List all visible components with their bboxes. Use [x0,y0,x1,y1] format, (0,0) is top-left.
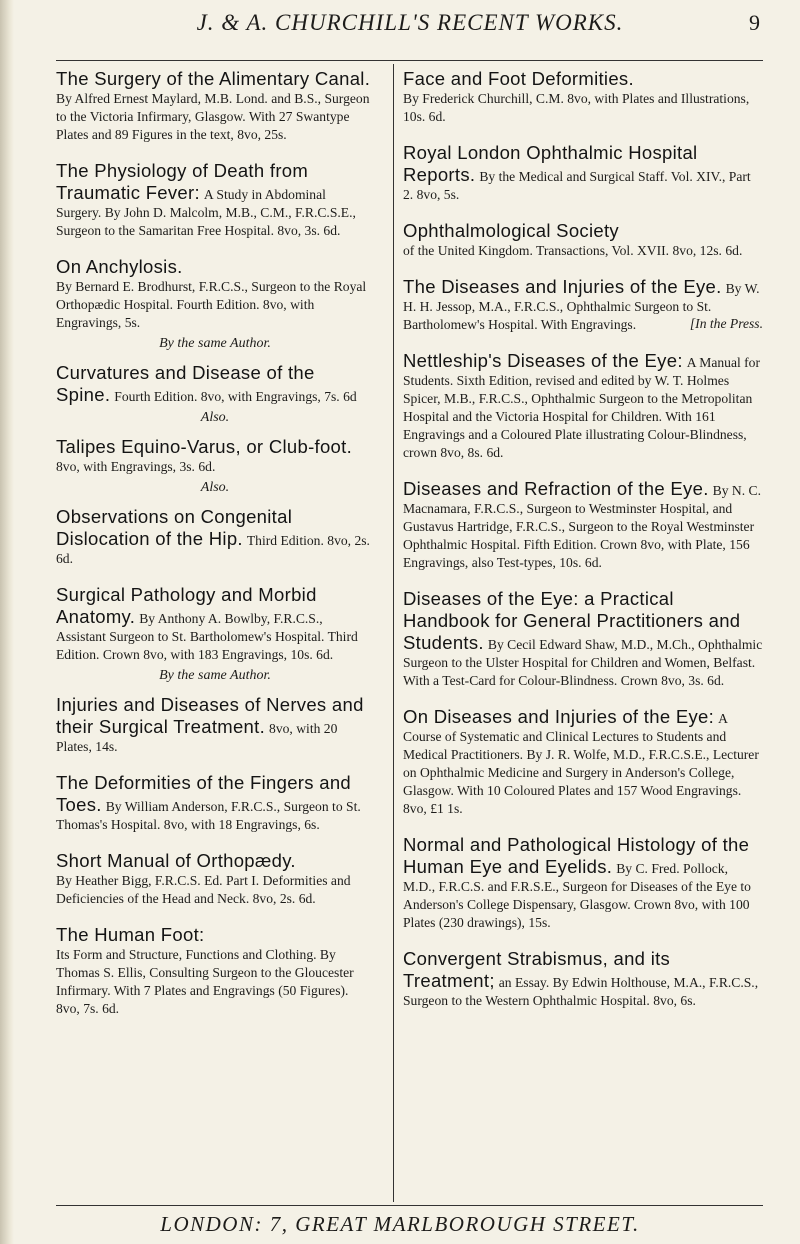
book-description: A Course of Systematic and Clinical Lectures to Students and Medical Practitioners. By J. R. Wolfe, M.D., F.R.C.S.E., Lecturer on Ophthalmic Medicine and Surgery in Anderson's College, Glasgow. With 10 Coloured Plates and 157 Wood Engravings. 8vo, £1 1s. [403,711,759,816]
book-description: By Heather Bigg, F.R.C.S. Ed. Part I. Deformities and Deficiencies of the Head and Neck. 8vo, 2s. 6d. [56,873,351,906]
book-title: On Diseases and Injuries of the Eye: [403,706,715,727]
book-description: By Cecil Edward Shaw, M.D., M.Ch., Ophthalmic Surgeon to the Ulster Hospital for Children and Women, Belfast. With a Test-Card for Colour-Blindness. Crown 8vo, 3s. 6d. [403,637,763,688]
running-header [60,6,760,42]
author-note: Also. [200,410,230,425]
book-entry [56,850,374,908]
author-note: Also. [200,480,230,495]
book-description: By N. C. Macnamara, F.R.C.S., Surgeon to Westminster Hospital, and Gustavus Hartridge, F.R.C.S., Surgeon to the Royal Westminster Ophthalmic Hospital. Fifth Edition. Crown 8vo, with Plate, 156 Engravings, also Test-types, 10s. 6d. [403,483,761,570]
book-title: The Physiology of Death from Traumatic Fever: [56,160,309,203]
book-description: By Bernard E. Brodhurst, F.R.C.S., Surgeon to the Royal Orthopædic Hospital. Fourth Edition. 8vo, with Engravings, 5s. [56,279,367,330]
book-entry [56,160,374,240]
book-title: Royal London Ophthalmic Hospital Reports. [403,142,698,185]
book-title: Nettleship's Diseases of the Eye: [403,350,683,371]
column-divider [393,64,394,1202]
book-title: Convergent Strabismus, and its Treatment; [403,948,671,991]
book-description: of the United Kingdom. Transactions, Vol. XVII. 8vo, 12s. 6d. [403,243,743,258]
book-description: Fourth Edition. 8vo, with Engravings, 7s. 6d [114,389,357,404]
footer-rule [56,1205,763,1206]
right-column [403,68,763,1026]
book-entry [403,68,763,126]
book-description: By W. H. H. Jessop, M.A., F.R.C.S., Ophthalmic Surgeon to St. Bartholomew's Hospital. With Engravings. [403,281,760,332]
book-description: 8vo, with 20 Plates, 14s. [56,721,338,754]
book-entry [403,478,763,572]
book-entry [403,142,763,204]
book-title: Short Manual of Orthopædy. [56,850,296,871]
book-title: Face and Foot Deformities. [403,68,634,89]
book-description: A Study in Abdominal Surgery. By John D. Malcolm, M.B., C.M., F.R.C.S.E., Surgeon to the Samaritan Free Hospital. 8vo, 3s. 6d. [56,187,356,238]
book-description: By Anthony A. Bowlby, F.R.C.S., Assistant Surgeon to St. Bartholomew's Hospital. Third Edition. Crown 8vo, with 183 Engravings, 10s. 6d. [56,611,358,662]
book-title: The Human Foot: [56,924,205,945]
book-entry [56,694,374,756]
book-entry [56,256,374,332]
book-title: Curvatures and Disease of the Spine. [56,362,315,405]
book-title: Injuries and Diseases of Nerves and their Surgical Treatment. [56,694,364,737]
press-note: [In the Press. [689,316,763,331]
book-title: Diseases of the Eye: a Practical Handbook for General Practitioners and Students. [403,588,741,653]
book-title: Normal and Pathological Histology of the Human Eye and Eyelids. [403,834,750,877]
header-title: J. & A. CHURCHILL'S RECENT WORKS. [196,10,624,35]
left-column [56,68,374,1034]
book-entry [403,706,763,818]
book-title: The Deformities of the Fingers and Toes. [56,772,352,815]
book-title: The Diseases and Injuries of the Eye. [403,276,722,297]
book-title: Diseases and Refraction of the Eye. [403,478,709,499]
book-entry [403,588,763,690]
page-number: 9 [749,10,760,35]
book-entry [403,948,763,1010]
book-entry [403,350,763,462]
book-title: Observations on Congenital Dislocation of the Hip. [56,506,293,549]
book-description: By the Medical and Surgical Staff. Vol. XIV., Part 2. 8vo, 5s. [403,169,751,202]
book-description: By William Anderson, F.R.C.S., Surgeon to St. Thomas's Hospital. 8vo, with 18 Engravings, 6s. [56,799,361,832]
page-gutter-shadow [0,0,14,1244]
book-description: Its Form and Structure, Functions and Clothing. By Thomas S. Ellis, Consulting Surgeon to the Gloucester Infirmary. With 7 Plates and Engravings (50 Figures). 8vo, 7s. 6d. [56,947,354,1016]
author-note: By the same Author. [159,668,271,683]
book-entry [56,924,374,1018]
book-entry [56,436,374,476]
book-description: an Essay. By Edwin Holthouse, M.A., F.R.C.S., Surgeon to the Western Ophthalmic Hospital. 8vo, 6s. [403,975,759,1008]
book-title: Ophthalmological Society [403,220,619,241]
book-entry [56,68,374,144]
book-title: The Surgery of the Alimentary Canal. [56,68,371,89]
book-entry [56,362,374,406]
publisher-address: LONDON: 7, GREAT MARLBOROUGH STREET. [160,1212,640,1236]
book-title: Talipes Equino-Varus, or Club-foot. [56,436,353,457]
book-entry [403,834,763,932]
book-entry [56,584,374,664]
book-description: Third Edition. 8vo, 2s. 6d. [56,533,370,566]
book-entry [403,276,763,334]
header-rule [56,60,763,61]
book-entry [403,220,763,260]
book-entry [56,772,374,834]
book-title: Surgical Pathology and Morbid Anatomy. [56,584,317,627]
book-description: By C. Fred. Pollock, M.D., F.R.C.S. and F.R.S.E., Surgeon for Diseases of the Eye to Anderson's College Dispensary, Glasgow. Crown 8vo, with 100 Plates (230 drawings), 15s. [403,861,751,930]
book-entry [56,506,374,568]
book-description: A Manual for Students. Sixth Edition, revised and edited by W. T. Holmes Spicer, M.B., F.R.C.S., Ophthalmic Surgeon to the Metropolitan Hospital and the Victoria Hospital for Children. With 161 Engravings and a Coloured Plate illustrating Colour-Blindness, crown 8vo, 8s. 6d. [403,355,761,460]
book-description: By Frederick Churchill, C.M. 8vo, with Plates and Illustrations, 10s. 6d. [403,91,750,124]
book-description: 8vo, with Engravings, 3s. 6d. [56,459,216,474]
book-title: On Anchylosis. [56,256,183,277]
author-note: By the same Author. [159,336,271,351]
book-description: By Alfred Ernest Maylard, M.B. Lond. and B.S., Surgeon to the Victoria Infirmary, Glasgow. With 27 Swantype Plates and 89 Figures in the text, 8vo, 25s. [56,91,370,142]
